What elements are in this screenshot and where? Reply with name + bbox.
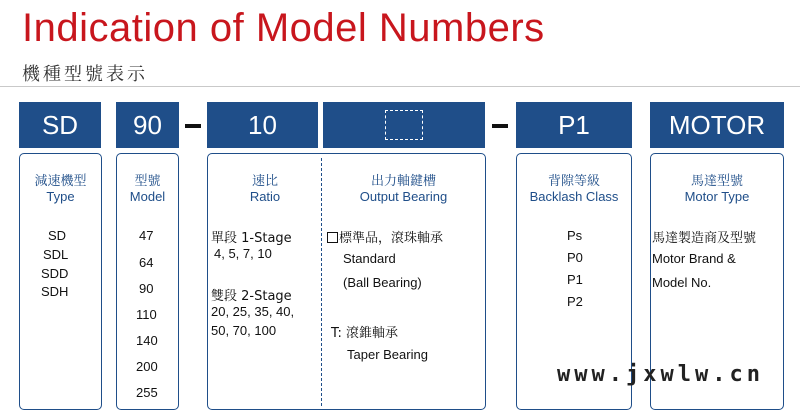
panel-model-title-en: Model xyxy=(129,189,166,204)
output-taper-zh: T: 滾錐軸承 xyxy=(331,326,399,341)
panel-type-title-zh: 減速機型 xyxy=(34,174,87,189)
ratio-double-stage-values: 20, 25, 35, 40, xyxy=(211,304,295,319)
panel-ratio-output xyxy=(207,153,486,410)
output-standard-en-2: (Ball Bearing) xyxy=(343,275,422,290)
code-box-model xyxy=(116,102,179,148)
output-taper-en: Taper Bearing xyxy=(347,347,428,362)
model-item: 90 xyxy=(139,281,154,296)
code-box-ratio xyxy=(207,102,318,148)
ratio-single-stage-values: 4, 5, 7, 10 xyxy=(214,246,272,261)
ratio-output-divider xyxy=(321,158,322,406)
separator-dash xyxy=(492,124,508,128)
code-box-backlash-label: P1 xyxy=(558,109,590,140)
backlash-item: Ps xyxy=(567,228,583,243)
panel-type xyxy=(19,153,102,410)
ratio-double-stage-values: 50, 70, 100 xyxy=(211,323,277,338)
code-box-motor-label: MOTOR xyxy=(668,109,766,140)
output-standard-zh xyxy=(327,227,443,246)
page-subtitle: 機種型號表示 xyxy=(22,64,148,85)
backlash-item: P2 xyxy=(567,294,583,309)
type-item: SDL xyxy=(43,247,69,262)
model-item: 255 xyxy=(136,385,158,400)
code-box-output-bearing xyxy=(323,102,485,148)
ratio-single-stage-label: 單段 1-Stage xyxy=(211,231,292,246)
title-divider xyxy=(0,86,800,87)
code-box-motor xyxy=(650,102,784,148)
code-box-backlash xyxy=(516,102,632,148)
checkbox-square-icon xyxy=(327,232,338,243)
model-item: 47 xyxy=(139,228,154,243)
ratio-section xyxy=(208,154,322,409)
model-item: 200 xyxy=(136,359,158,374)
code-box-model-label: 90 xyxy=(133,109,162,140)
motor-line: Motor Brand & xyxy=(652,251,736,266)
code-box-ratio-label: 10 xyxy=(248,109,277,140)
watermark: www.jxwlw.cn xyxy=(557,362,764,387)
page-title: Indication of Model Numbers xyxy=(22,6,545,50)
panel-model-title-zh: 型號 xyxy=(134,174,161,189)
type-item: SDD xyxy=(41,266,69,281)
motor-line: 馬達製造商及型號 xyxy=(652,231,757,246)
model-item: 64 xyxy=(139,255,154,270)
panel-type-title-en: Type xyxy=(46,189,75,204)
output-standard-en: Standard xyxy=(343,251,396,266)
backlash-item: P0 xyxy=(567,250,583,265)
panel-backlash-title-zh: 背隙等級 xyxy=(547,174,600,189)
output-standard-zh-text: 標準品，滾珠軸承 xyxy=(339,231,444,246)
panel-output-title-en: Output Bearing xyxy=(359,189,448,204)
output-bearing-section xyxy=(322,154,485,409)
ratio-double-stage-label: 雙段 2-Stage xyxy=(211,289,292,304)
panel-ratio-title-zh: 速比 xyxy=(251,174,278,189)
model-item: 110 xyxy=(136,307,157,322)
panel-backlash-title-en: Backlash Class xyxy=(529,189,619,204)
placeholder-square-icon xyxy=(385,110,423,140)
code-box-type xyxy=(19,102,101,148)
panel-model xyxy=(116,153,179,410)
code-box-type-label: SD xyxy=(41,109,79,140)
panel-output-title-zh: 出力軸鍵槽 xyxy=(370,174,436,189)
panel-motor-title-en: Motor Type xyxy=(684,189,750,204)
panel-motor-title-zh: 馬達型號 xyxy=(690,174,743,189)
panel-ratio-title-en: Ratio xyxy=(249,189,281,204)
motor-line: Model No. xyxy=(652,275,712,290)
separator-dash xyxy=(185,124,201,128)
type-item: SD xyxy=(48,228,67,243)
model-item: 140 xyxy=(136,333,158,348)
backlash-item: P1 xyxy=(567,272,583,287)
type-item: SDH xyxy=(41,284,69,299)
